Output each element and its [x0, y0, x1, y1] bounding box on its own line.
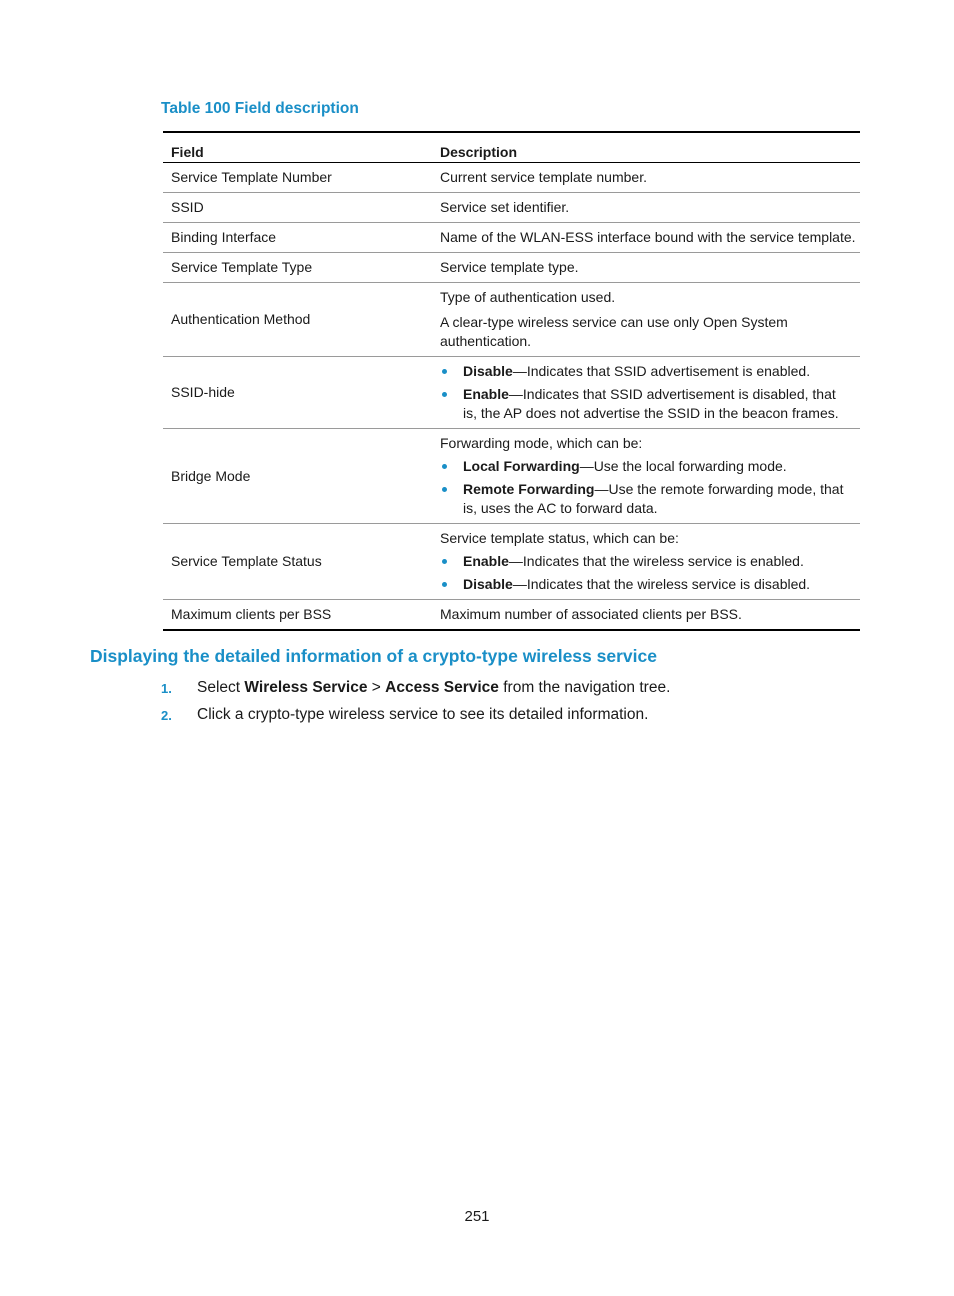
term: Disable	[463, 363, 513, 379]
table-row	[163, 253, 860, 283]
menu-term-wireless-service: Wireless Service	[244, 679, 368, 696]
bullet-icon	[442, 487, 447, 492]
field-description-table	[163, 131, 860, 631]
field-cell: Bridge Mode	[163, 429, 432, 524]
table-row	[163, 193, 860, 223]
description-paragraph: Forwarding mode, which can be:	[440, 435, 643, 451]
description-cell: Name of the WLAN-ESS interface bound with the service template.	[432, 223, 860, 253]
field-cell: SSID	[163, 193, 432, 223]
description-cell	[432, 524, 860, 600]
step-separator: >	[367, 679, 386, 696]
step-text	[197, 679, 670, 697]
term: Local Forwarding	[463, 458, 580, 474]
bullet-icon	[442, 369, 447, 374]
term-description: —Indicates that SSID advertisement is enabled.	[512, 363, 811, 379]
term: Disable	[463, 576, 513, 592]
description-paragraph: Service template status, which can be:	[440, 530, 679, 546]
step-number: 1.	[161, 681, 172, 696]
description-cell	[432, 283, 860, 357]
column-header-description: Description	[432, 132, 860, 163]
description-cell: Service template type.	[432, 253, 860, 283]
field-cell: Authentication Method	[163, 283, 432, 357]
list-item	[440, 457, 852, 476]
menu-term-access-service: Access Service	[385, 679, 499, 696]
list-item	[440, 385, 852, 423]
description-cell: Maximum number of associated clients per BSS.	[432, 600, 860, 631]
table-caption: Table 100 Field description	[161, 100, 359, 117]
term: Enable	[463, 386, 509, 402]
description-cell: Current service template number.	[440, 169, 647, 185]
table-header-row	[163, 132, 860, 163]
table-row	[163, 283, 860, 357]
term: Remote Forwarding	[463, 481, 595, 497]
bullet-icon	[442, 582, 447, 587]
bullet-list	[440, 552, 852, 594]
table-row	[163, 600, 860, 631]
step-text-pre: Select	[197, 679, 245, 696]
description-cell: Service set identifier.	[432, 193, 860, 223]
description-cell	[432, 429, 860, 524]
term-description: —Use the remote forwarding mode, that is, uses the AC to forward data.	[463, 481, 844, 516]
term-description: —Indicates that the wireless service is enabled.	[508, 553, 804, 569]
term: Enable	[463, 553, 509, 569]
term-description: —Indicates that the wireless service is disabled.	[512, 576, 811, 592]
field-cell: Binding Interface	[163, 223, 432, 253]
term-description: —Use the local forwarding mode.	[579, 458, 787, 474]
table-row	[163, 429, 860, 524]
field-cell: Service Template Number	[171, 169, 332, 185]
bullet-list	[440, 457, 852, 518]
field-cell: SSID-hide	[163, 357, 432, 429]
description-paragraph: A clear-type wireless service can use only Open System authentication.	[440, 314, 788, 349]
section-heading: Displaying the detailed information of a crypto-type wireless service	[90, 646, 657, 666]
list-item	[440, 480, 852, 518]
step-text: Click a crypto-type wireless service to see its detailed information.	[197, 706, 649, 723]
bullet-icon	[442, 392, 447, 397]
term-description: —Indicates that SSID advertisement is disabled, that is, the AP does not advertise the SSID in the beacon frames.	[463, 386, 839, 421]
list-item	[440, 575, 852, 594]
table-row	[163, 524, 860, 600]
field-cell: Service Template Type	[163, 253, 432, 283]
description-paragraph: Type of authentication used.	[440, 289, 616, 305]
list-item	[440, 552, 852, 571]
field-cell: Maximum clients per BSS	[163, 600, 432, 631]
field-cell: Service Template Status	[163, 524, 432, 600]
step-number: 2.	[161, 708, 172, 723]
bullet-list	[440, 362, 852, 423]
table-row	[163, 357, 860, 429]
description-cell	[432, 357, 860, 429]
bullet-icon	[442, 559, 447, 564]
list-item	[440, 362, 852, 381]
page-number: 251	[464, 1208, 490, 1225]
column-header-field: Field	[163, 132, 432, 163]
bullet-icon	[442, 464, 447, 469]
step-text-post: from the navigation tree.	[498, 679, 671, 696]
table-row	[163, 223, 860, 253]
table-row	[163, 163, 860, 193]
